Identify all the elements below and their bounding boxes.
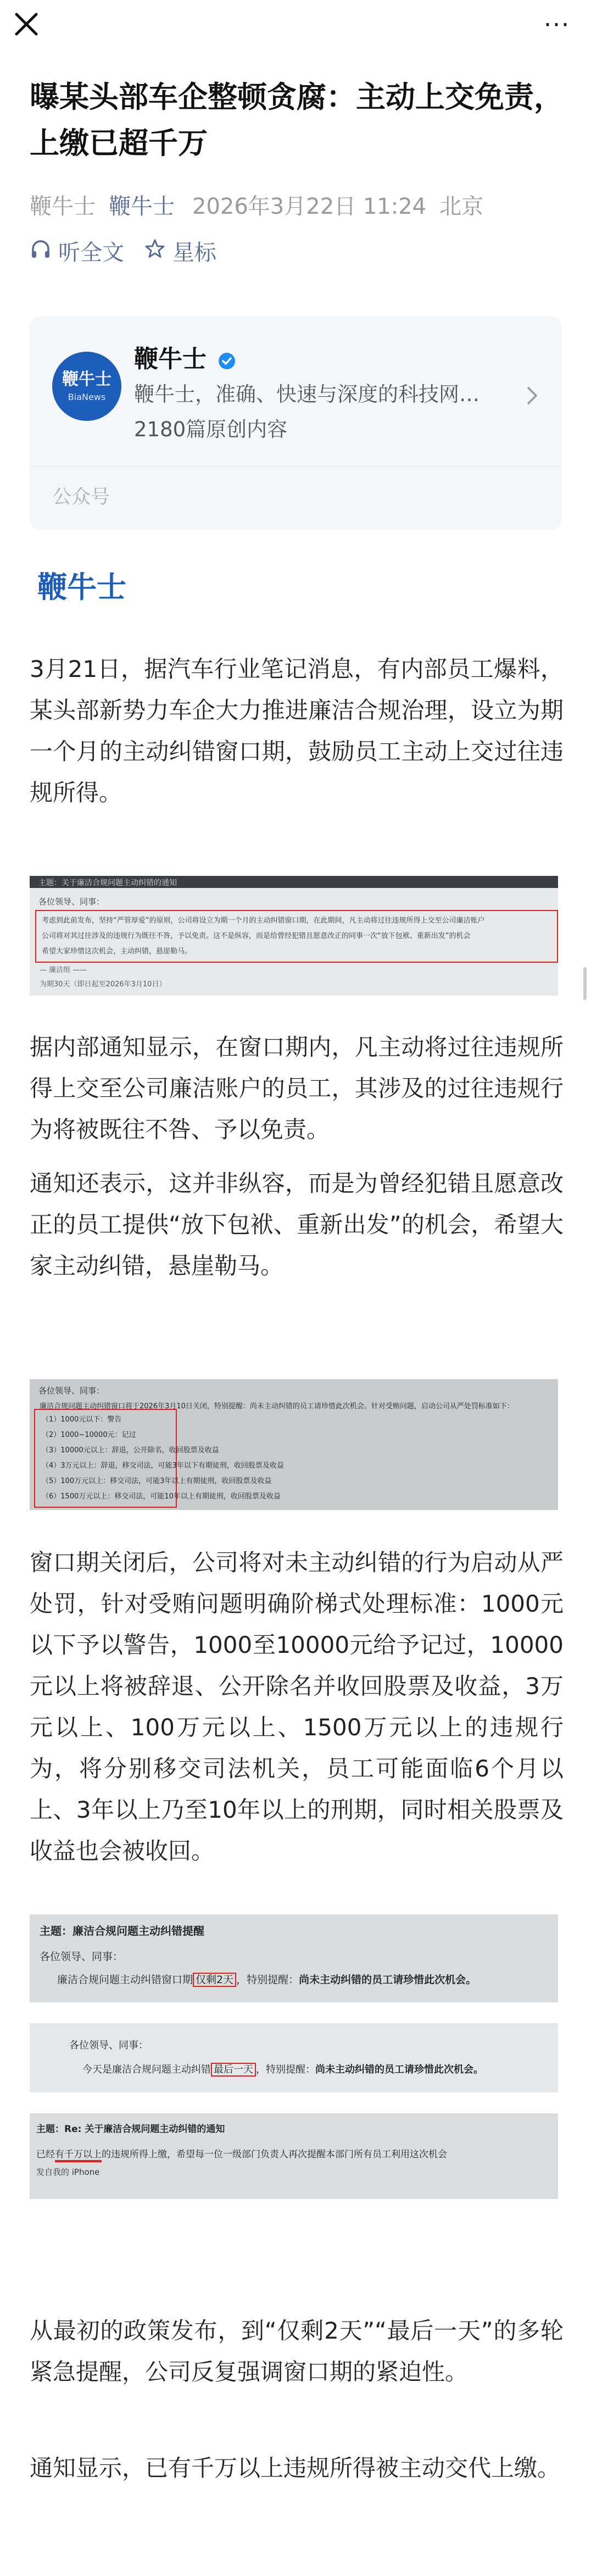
star-icon[interactable] [144, 236, 166, 269]
headphones-icon[interactable] [30, 236, 52, 269]
author: 鞭牛士 [30, 194, 96, 219]
highlight-box: 仅剩2天 [193, 1973, 236, 1987]
paragraph-6: 通知显示，已有千万以上违规所得被主动交代上缴。 [30, 2455, 561, 2481]
account-type-label: 公众号 [52, 486, 110, 508]
profile-description: 鞭牛士，准确、快速与深度的科技网… [134, 382, 480, 406]
card-divider [30, 466, 561, 467]
notice-screenshot-4: 各位领导、同事： 今天是廉洁合规问题主动纠错 最后一天 ，特别提醒：尚未主动纠错的员工请珍惜此次机会。 [30, 2023, 558, 2092]
publish-location: 北京 [439, 194, 484, 219]
profile-name: 鞭牛士 [134, 345, 207, 373]
top-bar [0, 0, 591, 49]
underline-highlight: 有千万以上 [55, 2149, 102, 2162]
notice-screenshot-1: 主题：关于廉洁合规问题主动纠错的通知 各位领导、同事： 考虑到此前发布，坚持“严管厚爱”的原则，公司将设立为期一个月的主动纠错窗口期，在此期间，凡主动将过往违规所得上交至公司廉洁账户 公司将对其过往涉及的违规行为既往不咎，予以免责。这不是纵容，而是给曾经犯错且愿意改正的同事一次“放下包袱、重新出发”的机会 希望大家珍惜这次机会，主动纠错，悬崖勒马。 — 廉洁组 —— 为期30天（即日起至2026年3月10日） [30, 876, 558, 996]
paragraph-3: 通知还表示，这并非纵容，而是为曾经犯错且愿意改正的员工提供“放下包袱、重新出发”的机会，希望大家主动纠错，悬崖勒马。 [30, 1170, 564, 1279]
notice-screenshot-3: 主题：廉洁合规问题主动纠错提醒 各位领导、同事： 廉洁合规问题主动纠错窗口期 仅剩2天 ，特别提醒：尚未主动纠错的员工请珍惜此次机会。 [30, 1914, 558, 2002]
star-button[interactable]: 星标 [172, 240, 216, 265]
highlight-box: 最后一天 [211, 2063, 256, 2077]
profile-article-count: 2180篇原创内容 [134, 418, 288, 441]
verified-icon [218, 352, 236, 370]
close-icon[interactable] [10, 8, 43, 41]
paragraph-1: 3月21日，据汽车行业笔记消息，有内部员工爆料，某头部新势力车企大力推进廉洁合规治理，设立为期一个月的主动纠错窗口期，鼓励员工主动上交过往违规所得。 [30, 656, 564, 806]
account-logo: 鞭牛士 BiaNews [52, 352, 121, 421]
article-title: 曝某头部车企整顿贪腐：主动上交免责，上缴已超千万 [30, 80, 564, 160]
notice-screenshot-5: 主题：Re: 关于廉洁合规问题主动纠错的通知 已经有千万以上的违规所得上缴，希望每一位一级部门负责人再次提醒本部门所有员工利用这次机会 发自我的 iPhone [30, 2113, 558, 2199]
more-dots-icon[interactable]: ··· [544, 11, 570, 39]
paragraph-5: 从最初的政策发布，到“仅剩2天”“最后一天”的多轮紧急提醒，公司反复强调窗口期的紧迫性。 [30, 2317, 564, 2385]
notice-screenshot-2: 各位领导、同事： 廉洁合规问题主动纠错窗口将于2026年3月10日关闭，特别提醒：尚未主动纠错的员工请珍惜此次机会。针对受贿问题，启动公司从严处罚标准如下： （1）1000元以下：警告 （2）1000~10000元：记过 （3）10000元以上：辞退，公开除名，收回股票及收益 （4）3万元以上：辞退，移交司法，可能3年以下有期徒刑，收回股票及收益 （5）100万元以上：移交司法，可能3年以上有期徒刑，收回股票及收益 （6）1500万元以上：移交司法，可能10年以上有期徒刑，收回股票及收益 [30, 1379, 558, 1510]
listen-button[interactable]: 听全文 [58, 240, 124, 265]
paragraph-2: 据内部通知显示，在窗口期内，凡主动将过往违规所得上交至公司廉洁账户的员工，其涉及的过往违规行为将被既往不咎、予以免责。 [30, 1034, 564, 1143]
account-link[interactable]: 鞭牛士 [109, 194, 175, 219]
article-meta [30, 190, 483, 223]
article-actions [30, 236, 236, 269]
scrollbar-thumb[interactable] [583, 967, 587, 1000]
paragraph-4: 窗口期关闭后，公司将对未主动纠错的行为启动从严处罚，针对受贿问题明确阶梯式处理标准：1000元以下予以警告，1000至10000元给予记过，10000元以上将被辞退、公开除名并收回股票及收益，3万元以上、100万元以上、1500万元以上的违规行为，将分别移交司法机关，员工可能面临6个月以上、3年以上乃至10年以上的刑期，同时相关股票及收益也会被收回。 [30, 1549, 564, 1864]
section-heading: 鞭牛士 [37, 570, 126, 604]
publish-date: 2026年3月22日 11:24 [192, 194, 427, 219]
chevron-right-icon[interactable] [525, 385, 539, 407]
